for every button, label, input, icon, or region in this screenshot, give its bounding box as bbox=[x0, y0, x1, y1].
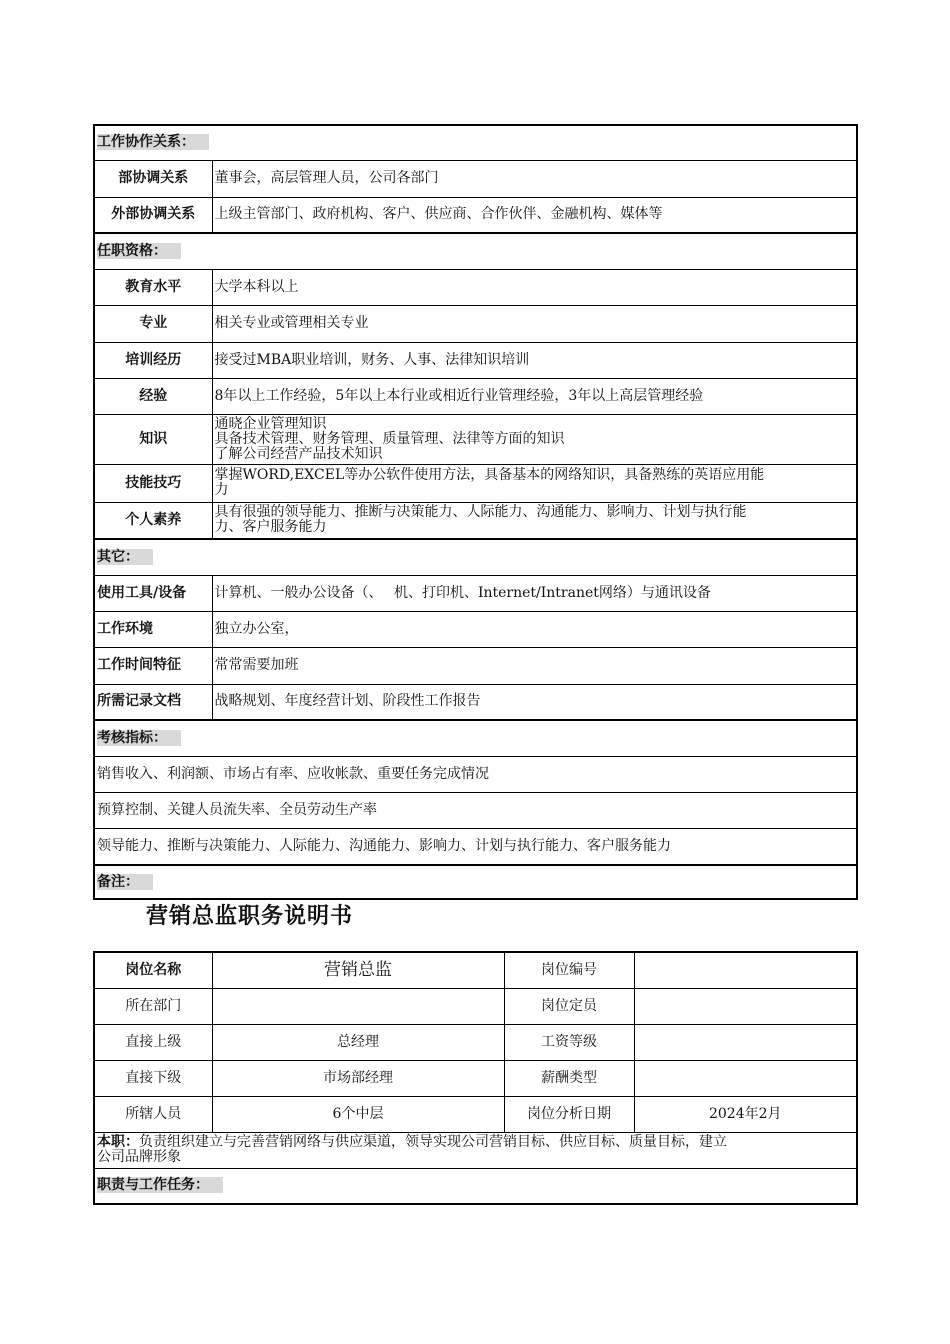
table-row bbox=[94, 1060, 857, 1096]
table-row bbox=[94, 988, 857, 1024]
department-value bbox=[212, 988, 504, 1024]
pay-type-label: 薪酬类型 bbox=[504, 1060, 634, 1096]
quality-label: 个人素养 bbox=[94, 502, 212, 539]
table-row bbox=[94, 756, 857, 792]
external-coop-label: 外部协调关系 bbox=[94, 197, 212, 233]
analysis-date-label: 岗位分析日期 bbox=[504, 1096, 634, 1132]
position-name-label: 岗位名称 bbox=[94, 952, 212, 988]
major-label: 专业 bbox=[94, 305, 212, 342]
table-row bbox=[94, 1132, 857, 1168]
internal-coop-label: 部协调关系 bbox=[94, 160, 212, 197]
tasks-header: 职责与工作任务： bbox=[97, 1177, 223, 1193]
salary-grade-value bbox=[634, 1024, 857, 1060]
skills-label: 技能技巧 bbox=[94, 464, 212, 502]
position-code-label: 岗位编号 bbox=[504, 952, 634, 988]
coop-section-header bbox=[94, 125, 857, 160]
table-row bbox=[94, 378, 857, 414]
other-section-header bbox=[94, 539, 857, 575]
subordinate-value: 市场部经理 bbox=[212, 1060, 504, 1096]
other-header: 其它： bbox=[97, 549, 153, 565]
staff-value: 6个中层 bbox=[212, 1096, 504, 1132]
position-info-table bbox=[93, 951, 858, 1205]
table-row bbox=[94, 160, 857, 197]
table-row bbox=[94, 464, 857, 502]
training-label: 培训经历 bbox=[94, 342, 212, 378]
salary-grade-label: 工资等级 bbox=[504, 1024, 634, 1060]
position-name-value: 营销总监 bbox=[212, 952, 504, 988]
kpi-item: 销售收入、利润额、市场占有率、应收帐款、重要任务完成情况 bbox=[94, 756, 857, 792]
headcount-value bbox=[634, 988, 857, 1024]
table-row bbox=[94, 197, 857, 233]
table-row bbox=[94, 647, 857, 684]
table-row bbox=[94, 305, 857, 342]
remark-header: 备注： bbox=[97, 874, 153, 890]
knowledge-line: 具备技术管理、财务管理、质量管理、法律等方面的知识 bbox=[214, 430, 565, 447]
knowledge-line: 通晓企业管理知识 bbox=[214, 415, 327, 432]
table-row bbox=[94, 342, 857, 378]
table-row bbox=[94, 684, 857, 720]
table-row bbox=[94, 1096, 857, 1132]
documents-label: 所需记录文档 bbox=[94, 684, 212, 720]
qual-section-header bbox=[94, 233, 857, 269]
environment-value: 独立办公室， bbox=[212, 611, 857, 647]
knowledge-label: 知识 bbox=[94, 414, 212, 464]
tasks-header-cell bbox=[94, 1168, 857, 1204]
table-row bbox=[94, 269, 857, 305]
kpi-section-header bbox=[94, 720, 857, 756]
duty-cell bbox=[94, 1132, 857, 1168]
table-row bbox=[94, 1024, 857, 1060]
knowledge-line: 了解公司经营产品技术知识 bbox=[214, 445, 383, 462]
superior-label: 直接上级 bbox=[94, 1024, 212, 1060]
position-code-value bbox=[634, 952, 857, 988]
experience-value: 8年以上工作经验，5年以上本行业或相近行业管理经验，3年以上高层管理经验 bbox=[212, 378, 857, 414]
documents-value: 战略规划、年度经营计划、阶段性工作报告 bbox=[212, 684, 857, 720]
job-details-table bbox=[93, 124, 858, 900]
table-row bbox=[94, 414, 857, 464]
skills-line: 力 bbox=[214, 482, 229, 498]
document-title: 营销总监职务说明书 bbox=[146, 904, 354, 929]
kpi-item: 领导能力、推断与决策能力、人际能力、沟通能力、影响力、计划与执行能力、客户服务能力 bbox=[94, 828, 857, 865]
quality-line: 力、客户服务能力 bbox=[214, 519, 327, 536]
table-row bbox=[94, 1168, 857, 1204]
pay-type-value bbox=[634, 1060, 857, 1096]
analysis-date-value: 2024年2月 bbox=[634, 1096, 857, 1132]
kpi-item: 预算控制、关键人员流失率、全员劳动生产率 bbox=[94, 792, 857, 828]
subordinate-label: 直接下级 bbox=[94, 1060, 212, 1096]
internal-coop-value: 董事会，高层管理人员，公司各部门 bbox=[212, 160, 857, 197]
tools-value: 计算机、一般办公设备（、 机、打印机、Internet/Intranet网络）与通讯设备 bbox=[212, 575, 857, 611]
education-label: 教育水平 bbox=[94, 269, 212, 305]
department-label: 所在部门 bbox=[94, 988, 212, 1024]
table-row bbox=[94, 792, 857, 828]
work-time-value: 常常需要加班 bbox=[212, 647, 857, 684]
headcount-label: 岗位定员 bbox=[504, 988, 634, 1024]
quality-value bbox=[212, 502, 857, 539]
external-coop-value: 上级主管部门、政府机构、客户、供应商、合作伙伴、金融机构、媒体等 bbox=[212, 197, 857, 233]
skills-line: 掌握WORD,EXCEL等办公软件使用方法，具备基本的网络知识，具备熟练的英语应用能 bbox=[214, 467, 765, 483]
tools-label: 使用工具/设备 bbox=[94, 575, 212, 611]
skills-value bbox=[212, 464, 857, 502]
duty-label: 本职： bbox=[97, 1134, 139, 1150]
experience-label: 经验 bbox=[94, 378, 212, 414]
kpi-header: 考核指标： bbox=[97, 730, 181, 746]
table-row bbox=[94, 502, 857, 539]
education-value: 大学本科以上 bbox=[212, 269, 857, 305]
training-value: 接受过MBA职业培训，财务、人事、法律知识培训 bbox=[212, 342, 857, 378]
table-row bbox=[94, 575, 857, 611]
table-row bbox=[94, 611, 857, 647]
work-time-label: 工作时间特征 bbox=[94, 647, 212, 684]
table-row bbox=[94, 952, 857, 988]
environment-label: 工作环境 bbox=[94, 611, 212, 647]
staff-label: 所辖人员 bbox=[94, 1096, 212, 1132]
quality-line: 具有很强的领导能力、推断与决策能力、人际能力、沟通能力、影响力、计划与执行能 bbox=[214, 504, 747, 521]
duty-line: 公司品牌形象 bbox=[97, 1149, 181, 1165]
table-row bbox=[94, 828, 857, 865]
knowledge-value bbox=[212, 414, 857, 464]
major-value: 相关专业或管理相关专业 bbox=[212, 305, 857, 342]
coop-header: 工作协作关系： bbox=[97, 134, 209, 150]
remark-section-header bbox=[94, 865, 857, 899]
duty-line: 负责组织建立与完善营销网络与供应渠道，领导实现公司营销目标、供应目标、质量目标，建立 bbox=[139, 1134, 727, 1150]
qual-header: 任职资格： bbox=[97, 243, 181, 259]
superior-value: 总经理 bbox=[212, 1024, 504, 1060]
